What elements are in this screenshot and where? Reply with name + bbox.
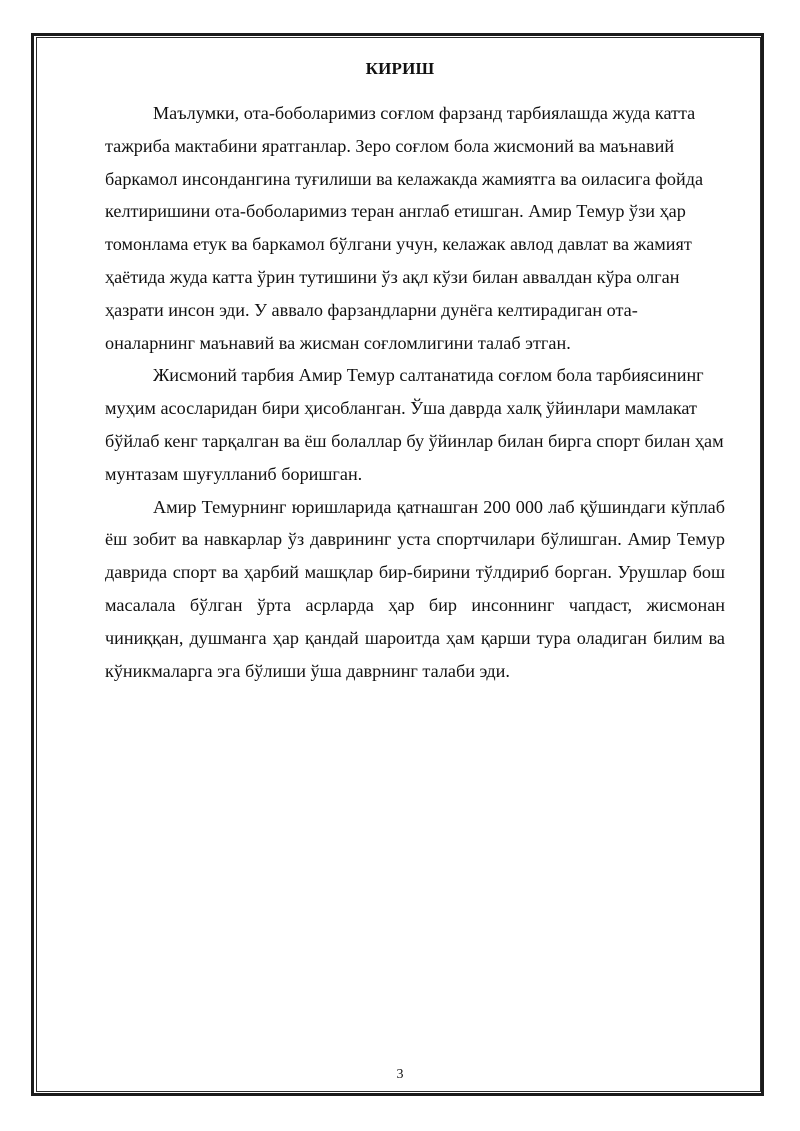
section-title: КИРИШ [365, 59, 435, 78]
page-number: 3 [396, 1067, 404, 1082]
paragraph-intro: Маълумки, ота-боболаримиз соғлом фарзанд тарбиялашда жуда катта тажриба мактабини яратганлар. Зеро соғлом бола жисмоний ва маънавий баркамол инсондангина туғилиши ва келажакда жамиятга ва оиласига фойда келтиришини ота-боболаримиз теран англаб етишган. Амир Темур ўзи ҳар томонлама етук ва баркамол бўлгани учун, келажак авлод давлат ва жамият ҳаётида жуда катта ўрин тутишини ўз ақл кўзи билан аввалдан кўра олган ҳазрати инсон эди. У аввало фарзандларни дунёга келтирадиган ота-оналарнинг маънавий ва жисман соғломлигини талаб этган. [105, 103, 704, 353]
paragraph-army-sport: Амир Темурнинг юришларида қатнашган 200 000 лаб қўшиндаги кўплаб ёш зобит ва навкарлар ўз даврининг уста спортчилари бўлишган. Амир Темур даврида спорт ва ҳарбий машқлар бир-бирини тўлдириб борган. Урушлар бош масалала бўлган ўрта асрларда ҳар бир инсоннинг чапдаст, жисмонан чиниққан, душманга ҳар қандай шароитда ҳам қарши тура оладиган билим ва кўникмаларга эга бўлиши ўша даврнинг талаби эди. [105, 496, 725, 681]
paragraph-physical-education: Жисмоний тарбия Амир Темур салтанатида соғлом бола тарбиясининг муҳим асосларидан бири ҳисобланган. Ўша даврда халқ ўйинлари мамлакат бўйлаб кенг тарқалган ва ёш болаллар бу ўйинлар билан бирга спорт билан ҳам мунтазам шуғулланиб боришган. [105, 365, 724, 484]
document-body [105, 97, 725, 687]
